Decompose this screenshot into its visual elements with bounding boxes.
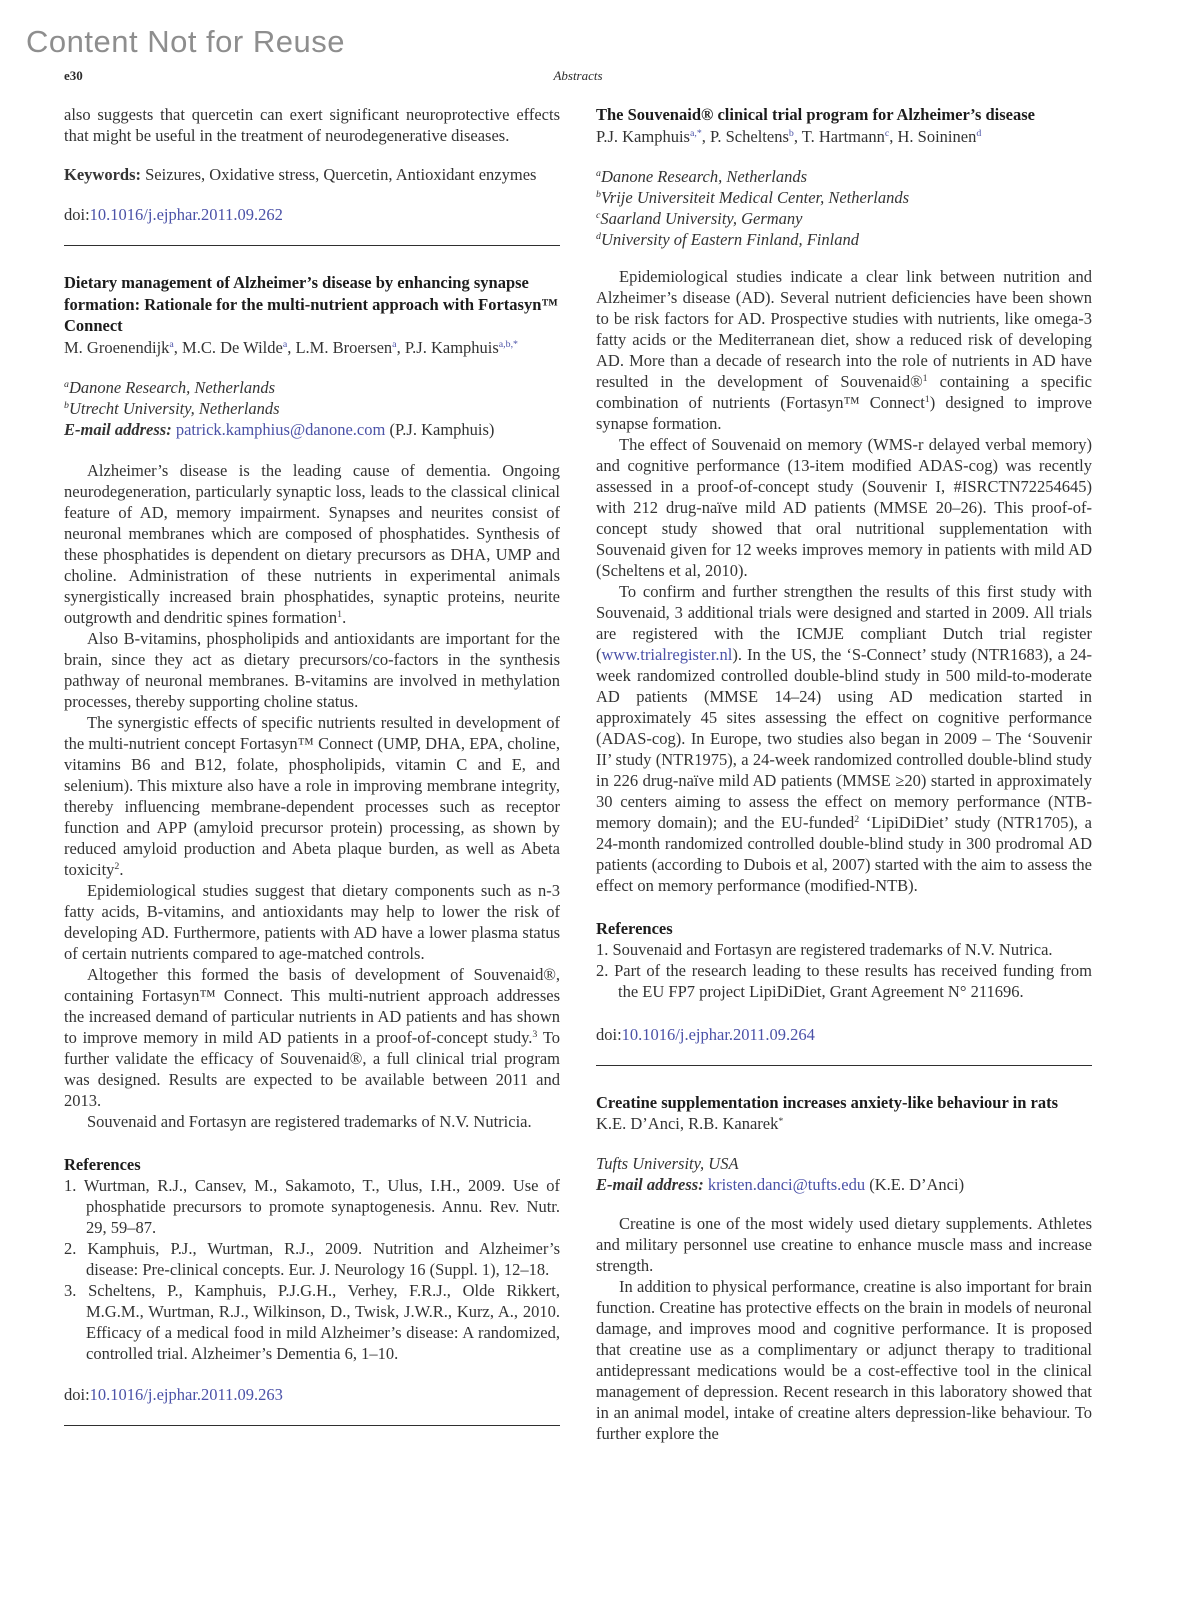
affiliation-line: [64, 377, 560, 398]
text-run: Also B-vitamins, phospholipids and antioxidants are important for the brain, since they act as dietary precursors/co-factors in the synthesis pathway of neuronal membranes. B-vitamins are involved in methylation processes, thereby supporting choline status.: [64, 628, 560, 711]
affiliations: [596, 1153, 1092, 1195]
affiliation-line: [596, 208, 1092, 229]
text-run: To confirm and further strengthen the results of this first study with Souvenaid, 3 additional trials were designed and started in 2009. All trials are registered with the ICMJE compliant Dutch trial register (: [596, 581, 1092, 664]
text-run: doi:: [596, 1024, 622, 1044]
text-run: Seizures, Oxidative stress, Quercetin, Antioxidant enzymes: [145, 165, 537, 184]
text-run: (P.J. Kamphuis): [385, 419, 495, 439]
authors-line: [596, 126, 1092, 147]
text-run: Altogether this formed the basis of development of Souvenaid®, containing Fortasyn™ Connect. This multi-nutrient approach addresses the increased demand of particular nutrients in AD patients and has shown to improve memory in mild AD patients in a proof-of-concept study.: [64, 964, 560, 1047]
text-run: Utrecht University, Netherlands: [68, 398, 280, 418]
text-run: , M.C. De Wilde: [173, 337, 283, 357]
affiliation-line: [596, 229, 1092, 250]
paragraph: [64, 460, 560, 628]
author-affiliation-marker: a: [392, 339, 397, 351]
superscript-marker: 1: [922, 373, 928, 385]
text-run: Keywords:: [64, 165, 146, 184]
paragraph: [596, 1276, 1092, 1444]
text-run: ) designed to improve synapse formation.: [596, 392, 1093, 433]
text-run: , P. Scheltens: [701, 126, 789, 146]
paragraph: [596, 266, 1092, 434]
superscript-marker: 2: [854, 814, 860, 826]
text-run: Alzheimer’s disease is the leading cause of dementia. Ongoing neurodegeneration, particularly synaptic loss, leads to the classical clinical feature of AD, memory impairment. Synapses and neurites consist of neuronal membranes which are composed of phosphatides. Synthesis of these phosphatides is dependent on dietary precursors as DHA, UMP and choline. Administration of these nutrients in experimental animals synergistically increased brain phosphatides, synaptic proteins, neurite outgrowth and dendritic spines formation: [64, 460, 560, 627]
text-run: .: [119, 859, 124, 879]
paragraph: [64, 880, 560, 964]
link[interactable]: patrick.kamphius@danone.com: [175, 419, 386, 439]
reference-item: [64, 1238, 560, 1280]
link[interactable]: 10.1016/j.ejphar.2011.09.262: [89, 205, 283, 224]
section-divider: [596, 1065, 1092, 1066]
paragraph: [596, 434, 1092, 581]
text-run: .: [342, 607, 347, 627]
doi-line: [64, 1384, 560, 1405]
running-title: Abstracts: [553, 68, 603, 83]
author-affiliation-marker: a: [169, 339, 174, 351]
text-run: containing a specific combination of nutrients (Fortasyn™ Connect: [596, 371, 1093, 412]
link[interactable]: 10.1016/j.ejphar.2011.09.263: [89, 1384, 283, 1404]
superscript-marker: a: [64, 379, 69, 391]
author-affiliation-marker: a: [282, 339, 288, 351]
paragraph: [64, 964, 560, 1111]
text-run: To further validate the efficacy of Souvenaid®, a full clinical trial program was designed. Results are expected to be available between 2011 and 2013.: [64, 1027, 560, 1110]
text-run: Souvenaid and Fortasyn are registered trademarks of N.V. Nutricia.: [87, 1111, 532, 1131]
reference-item: [64, 1175, 560, 1238]
abstract-title: The Souvenaid® clinical trial program for Alzheimer’s disease: [596, 105, 1035, 124]
text-run: (K.E. D’Anci): [865, 1175, 965, 1194]
references-heading: References: [596, 918, 673, 938]
link[interactable]: kristen.danci@tufts.edu: [707, 1175, 866, 1194]
affiliation-line: [596, 187, 1092, 208]
section-divider: [64, 1425, 560, 1426]
text-run: 1. Wurtman, R.J., Cansev, M., Sakamoto, T., Ulus, I.H., 2009. Use of phosphatide precursors to promote synaptogenesis. Annu. Rev. Nutr. 29, 59–87.: [64, 1175, 560, 1237]
affiliation-line: [596, 1174, 1092, 1195]
reference-item: [596, 939, 1092, 960]
section-divider: [64, 245, 560, 246]
doi-line: [596, 1024, 1092, 1045]
affiliation-line: [64, 398, 560, 419]
text-run: 2. Part of the research leading to these results has received funding from the EU FP7 project LipiDiDiet, Grant Agreement N° 211696.: [596, 960, 1092, 1001]
superscript-marker: c: [596, 210, 601, 222]
paragraph: [596, 581, 1092, 896]
text-run: doi:: [64, 1384, 90, 1404]
text-run: , L.M. Broersen: [287, 337, 393, 357]
abstract-title: Dietary management of Alzheimer’s disease by enhancing synapse formation: Rationale for the multi-nutrient approach with Fortasyn™ Connect: [64, 273, 558, 335]
affiliations: [596, 166, 1092, 250]
text-run: doi:: [64, 205, 90, 224]
superscript-marker: 1: [337, 609, 343, 621]
text-run: P.J. Kamphuis: [596, 126, 690, 146]
superscript-marker: d: [596, 231, 601, 243]
doi-line: [64, 204, 560, 225]
affiliations: [64, 377, 560, 440]
watermark: Content Not for Reuse: [26, 24, 345, 59]
reference-item: [64, 1280, 560, 1364]
text-run: The effect of Souvenaid on memory (WMS-r delayed verbal memory) and cognitive performance (13-item modified ADAS-cog) was recently assessed in a proof-of-concept study (Souvenir I, #ISRCTN72254645) with 212 drug-naïve mild AD patients (MMSE 20–26). This proof-of-concept study showed that oral nutritional supplementation with Souvenaid given for 12 weeks improves memory in patients with mild AD (Scheltens et al, 2010).: [596, 434, 1092, 580]
affiliation-line: [596, 1153, 1092, 1174]
affiliation-line: [596, 166, 1092, 187]
superscript-marker: 3: [532, 1029, 538, 1041]
text-run: Tufts University, USA: [596, 1154, 739, 1173]
author-affiliation-marker: a,b,*: [498, 339, 518, 351]
text-run: Epidemiological studies suggest that dietary components such as n-3 fatty acids, B-vitamins, and antioxidants may help to lower the risk of developing AD. Furthermore, patients with AD have a lower plasma status of certain nutrients compared to age-matched controls.: [64, 880, 560, 963]
text-run: M. Groenendijk: [64, 337, 170, 357]
text-run: , T. Hartmann: [793, 126, 885, 146]
text-run: University of Eastern Finland, Finland: [600, 229, 859, 249]
text-run: Danone Research, Netherlands: [600, 166, 807, 186]
text-run: 2. Kamphuis, P.J., Wurtman, R.J., 2009. Nutrition and Alzheimer’s disease: Pre-clinical concepts. Eur. J. Neurology 16 (Suppl. 1), 12–18.: [64, 1238, 560, 1279]
text-run: 1. Souvenaid and Fortasyn are registered trademarks of N.V. Nutrica.: [596, 939, 1053, 959]
column-left: [64, 104, 560, 1452]
text-run: , P.J. Kamphuis: [396, 337, 499, 357]
author-affiliation-marker: c: [884, 128, 890, 140]
author-affiliation-marker: d: [976, 128, 982, 140]
authors-line: [596, 1113, 1092, 1134]
link[interactable]: 10.1016/j.ejphar.2011.09.264: [621, 1024, 815, 1044]
abstract-title: Creatine supplementation increases anxiety-like behaviour in rats: [596, 1092, 1058, 1112]
paragraph: [64, 712, 560, 880]
link[interactable]: www.trialregister.nl: [601, 644, 733, 664]
text-run: Vrije Universiteit Medical Center, Netherlands: [600, 187, 910, 207]
paragraph: [596, 1213, 1092, 1276]
column-right: [596, 104, 1092, 1444]
text-run: 3. Scheltens, P., Kamphuis, P.J.G.H., Verhey, F.R.J., Olde Rikkert, M.G.M., Wurtman, R.J., Wilkinson, D., Twisk, J.W.R., Kurz, A., 2010. Efficacy of a medical food in mild Alzheimer’s disease: A randomized, controlled trial. Alzheimer’s Dementia 6, 1–10.: [64, 1280, 560, 1363]
affiliation-line: [64, 419, 560, 440]
superscript-marker: 2: [114, 861, 120, 873]
text-run: E-mail address:: [64, 419, 176, 439]
paragraph: [64, 1111, 560, 1132]
text-run: In addition to physical performance, creatine is also important for brain function. Creatine has protective effects on the brain in models of neuronal damage, and improves mood and cognitive performance. It is proposed that creatine use as a complimentary or adjunct therapy to traditional antidepressant medications would be a cost-effective tool in the clinical management of depression. Recent research in this laboratory showed that in an animal model, intake of creatine alters depression-like behaviour. To further explore the: [596, 1277, 1092, 1443]
text-run: The synergistic effects of specific nutrients resulted in development of the multi-nutrient concept Fortasyn™ Connect (UMP, DHA, EPA, choline, vitamins B6 and B12, folate, phospholipids, vitamin C and E, and selenium). This mixture also have a role in improving membrane integrity, thereby influencing membrane-dependent processes such as receptor function and APP (amyloid precursor protein) processing, as shown by reduced amyloid production and Abeta plaque burden, as well as Abeta toxicity: [64, 712, 560, 879]
authors-line: [64, 337, 560, 358]
text-run: Danone Research, Netherlands: [68, 377, 275, 397]
superscript-marker: b: [64, 400, 69, 412]
author-affiliation-marker: a,*: [689, 128, 702, 140]
paragraph: [64, 164, 560, 185]
superscript-marker: a: [596, 168, 601, 180]
paragraph: [64, 104, 560, 146]
author-affiliation-marker: b: [788, 128, 794, 140]
references-heading: References: [64, 1154, 141, 1174]
superscript-marker: *: [778, 1115, 784, 1127]
text-run: K.E. D’Anci, R.B. Kanarek: [596, 1114, 779, 1133]
text-run: also suggests that quercetin can exert significant neuroprotective effects that might be useful in the treatment of neurodegenerative diseases.: [64, 105, 560, 145]
superscript-marker: 1: [924, 394, 930, 406]
text-run: Saarland University, Germany: [600, 208, 803, 228]
paragraph: [64, 628, 560, 712]
text-run: E-mail address:: [596, 1175, 708, 1194]
text-run: , H. Soininen: [889, 126, 977, 146]
reference-item: [596, 960, 1092, 1002]
page-number: e30: [64, 68, 83, 83]
text-run: Epidemiological studies indicate a clear link between nutrition and Alzheimer’s disease (AD). Several nutrient deficiencies have been shown to be risk factors for AD. Prospective studies with nutrients, like omega-3 fatty acids or the Mediterranean diet, show a reduced risk of developing AD. More than a decade of research into the role of nutrients in AD have resulted in the development of Souvenaid®: [596, 266, 1092, 391]
superscript-marker: b: [596, 189, 601, 201]
text-run: ‘LipiDiDiet’ study (NTR1705), a 24-month randomized controlled double-blind study in 300 prodromal AD patients (according to Dubois et al, 2007) started with the aim to assess the effect on memory performance (modified-NTB).: [596, 812, 1092, 895]
text-run: ). In the US, the ‘S-Connect’ study (NTR1683), a 24-week randomized controlled double-blind study in 500 mild-to-moderate AD patients (MMSE 14–24) using AD medication started in approximately 45 sites assessing the effect on cognitive performance (ADAS-cog). In Europe, two studies also began in 2009 – The ‘Souvenir II’ study (NTR1975), a 24-week randomized controlled double-blind study in 226 drug-naïve mild AD patients (MMSE ≥20) started in approximately 30 centers aiming to assess the effect on memory performance (NTB-memory domain); and the EU-funded: [596, 644, 1092, 832]
text-run: Creatine is one of the most widely used dietary supplements. Athletes and military personnel use creatine to enhance muscle mass and increase strength.: [596, 1214, 1092, 1275]
